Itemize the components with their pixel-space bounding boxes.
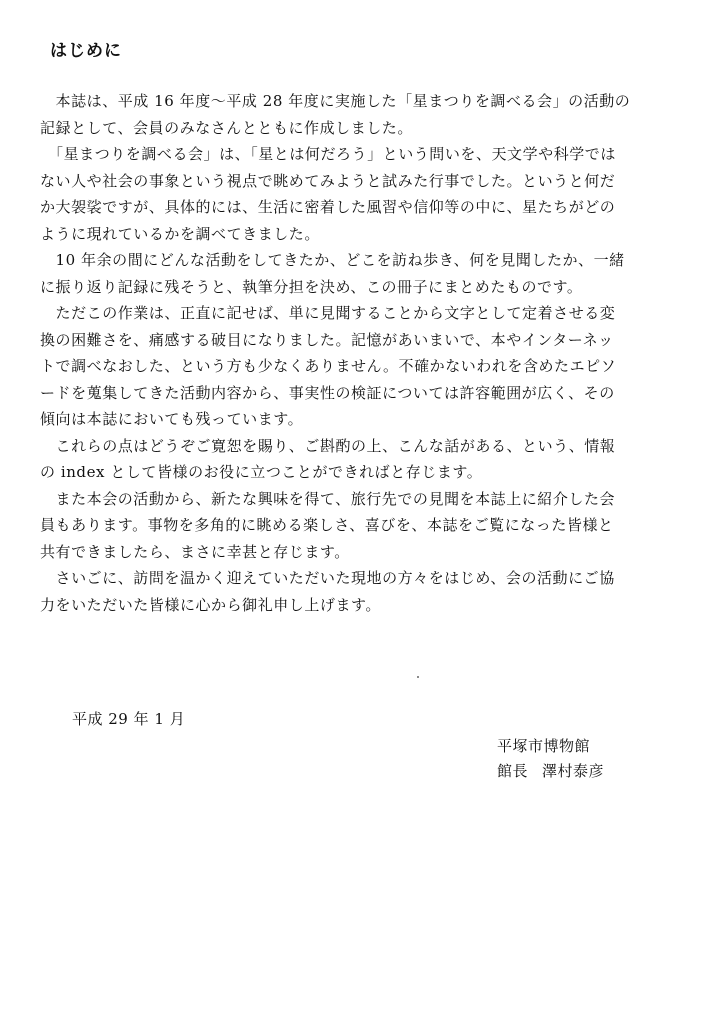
body-line: 換の困難さを、痛感する破目になりました。記憶があいまいで、本やインターネッ xyxy=(40,330,614,349)
body-line: に振り返り記録に残そうと、執筆分担を決め、この冊子にまとめたものです。 xyxy=(40,277,583,296)
body-line: 10 年余の間にどんな活動をしてきたか、どこを訪ね歩き、何を見聞したか、一緒 xyxy=(40,251,625,269)
body-text xyxy=(40,88,700,618)
body-line: 記録として、会員のみなさんとともに作成しました。 xyxy=(40,118,413,137)
director-title: 館長 xyxy=(497,762,529,780)
body-line: 力をいただいた皆様に心から御礼申し上げます。 xyxy=(40,595,381,614)
body-line: 員もあります。事物を多角的に眺める楽しさ、喜びを、本誌をご覧になった皆様と xyxy=(40,516,614,534)
body-line: 「星まつりを調べる会」は、「星とは何だろう」という問いを、天文学や科学では xyxy=(40,145,616,163)
body-line: 傾向は本誌においても残っています。 xyxy=(40,410,304,428)
director-name: 澤村泰彦 xyxy=(542,762,605,780)
body-line: の index として皆様のお役に立つことができればと存じます。 xyxy=(40,463,483,481)
scan-speck xyxy=(417,676,419,678)
body-line: また本会の活動から、新たな興味を得て、旅行先での見聞を本誌上に紹介した会 xyxy=(40,489,616,508)
body-line: これらの点はどうぞご寛恕を賜り、ご斟酌の上、こんな話がある、という、情報 xyxy=(40,436,616,455)
body-line: 共有できましたら、まさに幸甚と存じます。 xyxy=(40,542,350,561)
body-line: 本誌は、平成 16 年度～平成 28 年度に実施した「星まつりを調べる会」の活動の xyxy=(40,92,631,110)
signature-line xyxy=(497,760,604,781)
page-title: はじめに xyxy=(50,41,122,61)
body-line: さいごに、訪問を温かく迎えていただいた現地の方々をはじめ、会の活動にご協 xyxy=(40,569,615,587)
organization-name: 平塚市博物館 xyxy=(497,737,591,755)
body-line: ない人や社会の事象という視点で眺めてみようと試みた行事でした。というと何だ xyxy=(40,171,616,190)
body-line: か大袈裟ですが、具体的には、生活に密着した風習や信仰等の中に、星たちがどの xyxy=(40,198,616,216)
document-date: 平成 29 年 1 月 xyxy=(72,710,186,728)
body-line: ように現れているかを調べてきました。 xyxy=(40,224,320,243)
body-line: ただこの作業は、正直に記せば、単に見聞することから文字として定着させる変 xyxy=(40,304,616,322)
body-line: トで調べなおした、という方も少なくありません。不確かないわれを含めたエピソ xyxy=(40,357,617,375)
body-line: ードを蒐集してきた活動内容から、事実性の検証については許容範囲が広く、その xyxy=(40,383,615,402)
